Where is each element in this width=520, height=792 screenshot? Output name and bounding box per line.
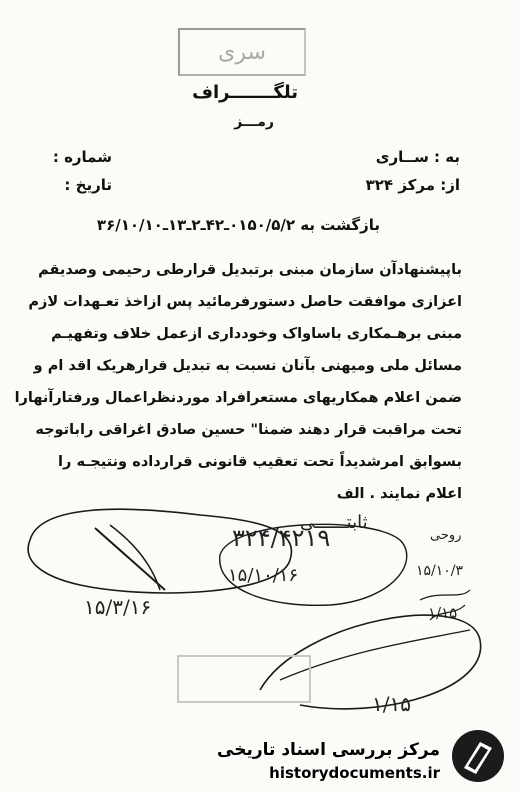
number-field-label: شماره : — [52, 148, 112, 166]
faint-stamp-bottom — [178, 656, 310, 702]
signature-loop-right — [260, 615, 481, 709]
date-field-label: تاریخ : — [64, 176, 112, 194]
body-line-1: باپیشنهادآن سازمان مبنی برتبدیل قرارطی رحیمی وصدیقم — [38, 262, 462, 278]
right-note-4: ۱/۱۵ — [372, 692, 411, 716]
signature-stroke-1 — [95, 528, 165, 590]
body-line-2: اعزازی موافقت حاصل دستورفرمائید پس ازاخذ تعـهدات لازم — [28, 294, 462, 310]
body-line-6: تحت مراقبت قرار دهند ضمنا" حسین صادق اغراقی راباتوجه — [35, 422, 462, 438]
archive-logo-icon — [450, 728, 506, 784]
sender-field: از: مرکز ۳۲۴ — [365, 176, 460, 194]
handwritten-date-mid: ۱۵/۱۰/۱۶ — [228, 565, 299, 586]
handwritten-date-left: ۱۵/۳/۱۶ — [84, 595, 152, 619]
right-note-1: روحی — [430, 528, 462, 543]
body-line-4: مسائل ملی ومیهنی بآنان نسبت به تبدیل قرارهریک اقد ام و — [33, 358, 462, 374]
footer-website-link[interactable]: historydocuments.ir — [269, 764, 440, 782]
right-note-3: ۱/۱۵ — [428, 604, 458, 622]
handwritten-number: ۳۲۴/۴۲۱۹ — [232, 524, 331, 552]
handwritten-kabet: ثابتــــــی — [300, 512, 368, 533]
document-title: تلگـــــــراف — [192, 82, 298, 103]
body-line-7: بسوابق امرشدیداً تحت تعقیب قانونی قرارداده ونتیجـه را — [58, 454, 462, 470]
footer-archive-title: مرکز بررسی اسناد تاریخی — [217, 740, 440, 760]
body-line-8: اعلام نمایند . الف — [336, 486, 462, 502]
body-line-3: مبنی برهـمکاری باساواک وخودداری ازعمل خلاف وتفهیـم — [51, 326, 462, 342]
right-note-2: ۱۵/۱۰/۳ — [416, 563, 464, 579]
document-subtitle: رمـــز — [234, 114, 274, 130]
stamp-text: سری — [218, 39, 266, 65]
body-line-5: ضمن اعلام همکاریهای مستعرافراد موردنظراعمال ورفتارآنهارا — [14, 390, 462, 406]
recipient-field: به : ســاری — [375, 148, 460, 166]
reference-line: بازگشت به ۰۱۵۰/۵/۲ـ۴۲ـ۲ـ۱۳ـ۳۶/۱۰/۱۰ — [96, 216, 380, 234]
